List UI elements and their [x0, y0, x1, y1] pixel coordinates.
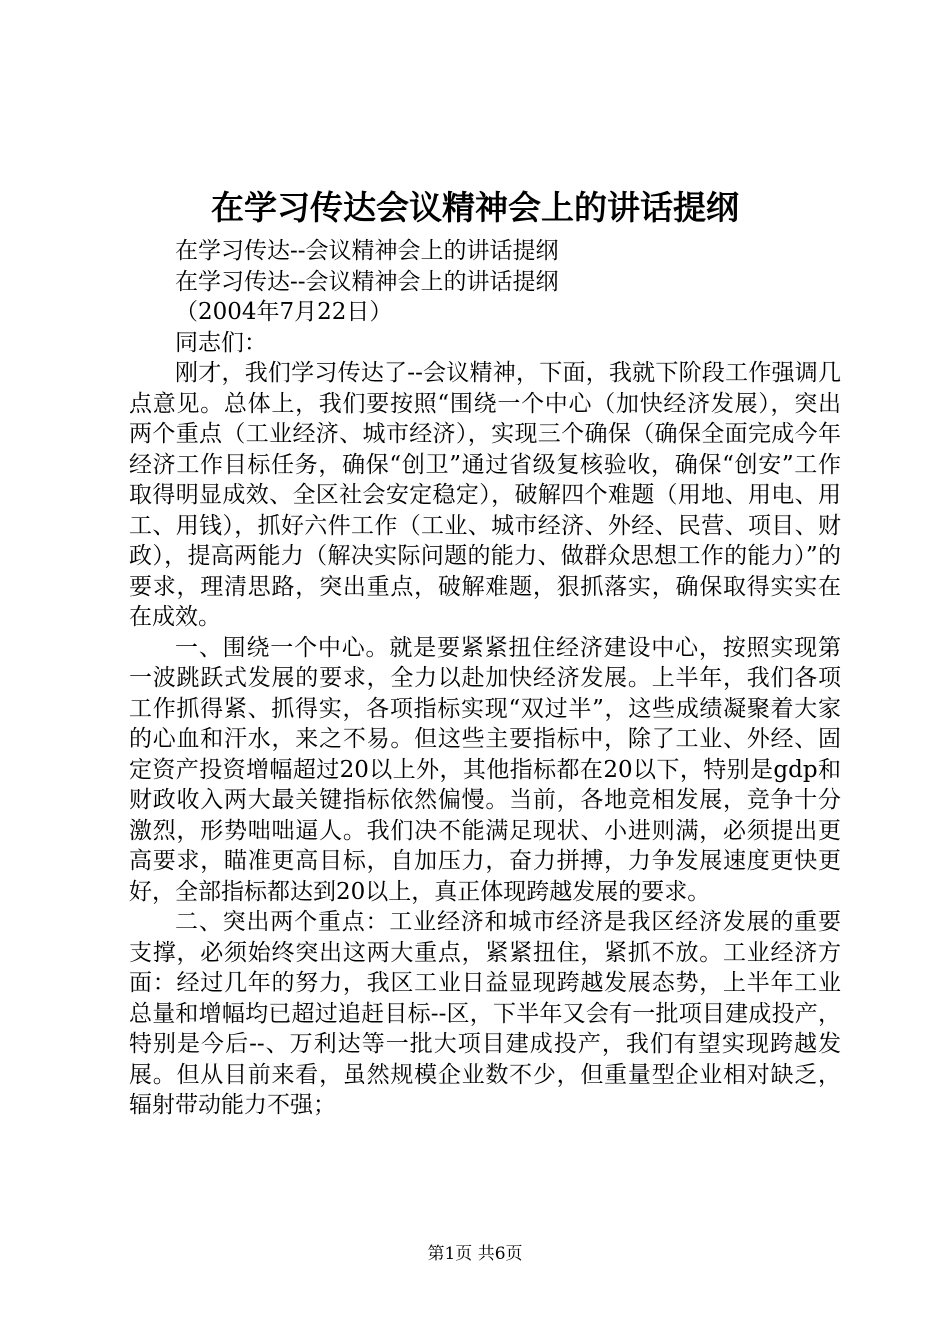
document-title: 在学习传达会议精神会上的讲话提纲	[211, 188, 739, 227]
date-line: （2004年7月22日）	[175, 299, 393, 325]
body-paragraph: 一、围绕一个中心。就是要紧紧扭住经济建设中心，按照实现第一波跳跃式发展的要求，全力以赴加快经济发展。上半年，我们各项工作抓得紧、抓得实，各项指标实现“双过半”，这些成绩凝聚着大家的心血和汗水，来之不易。但这些主要指标中，除了工业、外经、固定资产投资增幅超过20以上外，其他指标都在20以下，特别是gdp和财政收入两大最关键指标依然偏慢。当前，各地竞相发展，竞争十分激烈，形势咄咄逼人。我们决不能满足现状、小进则满，必须提出更高要求，瞄准更高目标，自加压力，奋力拼搏，力争发展速度更快更好，全部指标都达到20以上，真正体现跨越发展的要求。	[129, 634, 841, 905]
body-paragraph: 二、突出两个重点：工业经济和城市经济是我区经济发展的重要支撑，必须始终突出这两大重点，紧紧扭住，紧抓不放。工业经济方面：经过几年的努力，我区工业日益显现跨越发展态势，上半年工业总量和增幅均已超过追赶目标--区，下半年又会有一批项目建成投产，特别是今后--、万利达等一批大项目建成投产，我们有望实现跨越发展。但从目前来看，虽然规模企业数不少，但重量型企业相对缺乏，辐射带动能力不强；	[129, 909, 841, 1118]
body-paragraph: 刚才，我们学习传达了--会议精神，下面，我就下阶段工作强调几点意见。总体上，我们要按照“围绕一个中心（加快经济发展），突出两个重点（工业经济、城市经济），实现三个确保（确保全面完成今年经济工作目标任务，确保“创卫”通过省级复核验收，确保“创安”工作取得明显成效、全区社会安定稳定），破解四个难题（用地、用电、用工、用钱），抓好六件工作（工业、城市经济、外经、民营、项目、财政），提高两能力（解决实际问题的能力、做群众思想工作的能力）”的要求，理清思路，突出重点，破解难题，狠抓落实，确保取得实实在在成效。	[129, 360, 841, 630]
body-paragraph: 在学习传达--会议精神会上的讲话提纲	[175, 238, 559, 264]
document-body	[129, 236, 841, 1121]
salutation: 同志们：	[175, 329, 267, 356]
body-paragraph: 在学习传达--会议精神会上的讲话提纲	[175, 268, 559, 295]
page-footer: 第1页 共6页	[427, 1244, 523, 1264]
